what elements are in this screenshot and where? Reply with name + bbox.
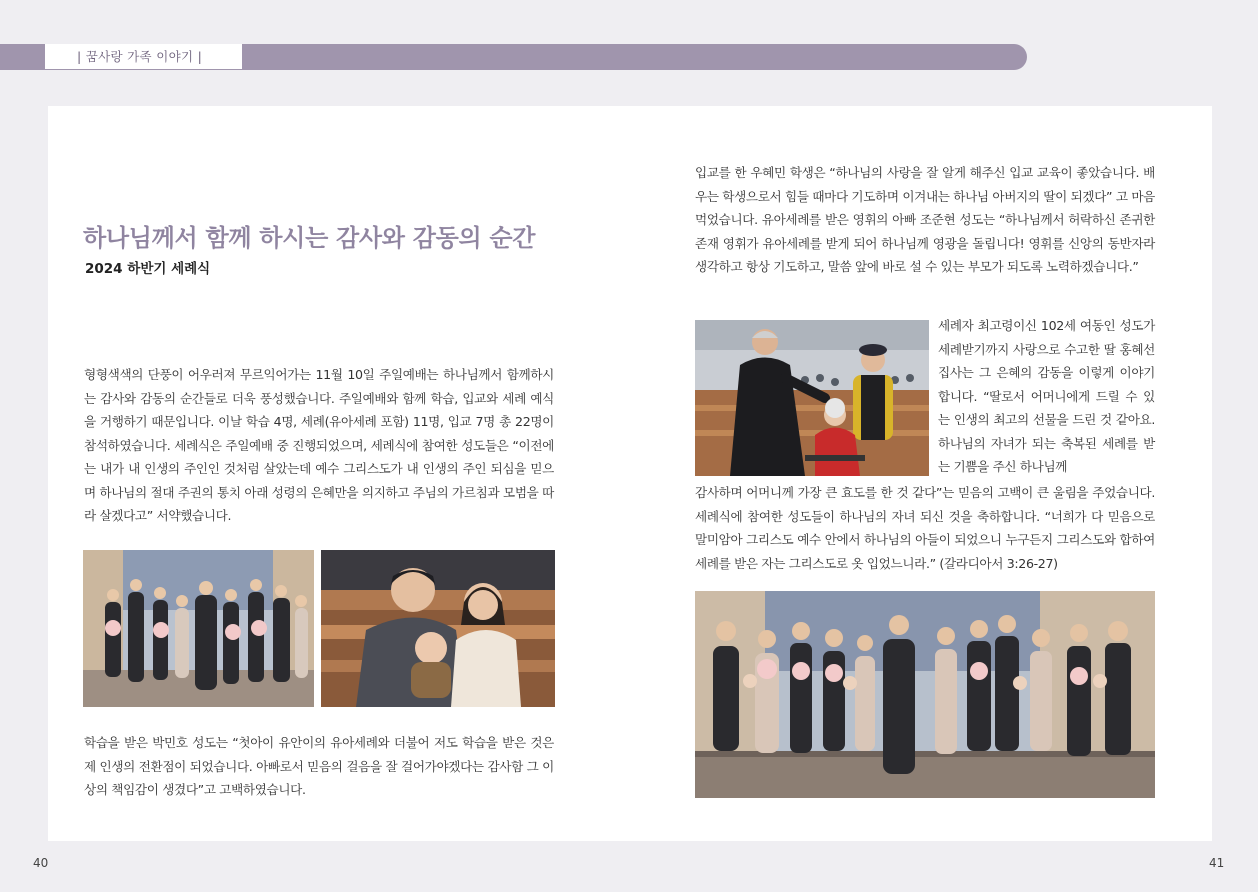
right-bottom-paragraph: 감사하며 어머니께 가장 큰 효도를 한 것 같다”는 믿음의 고백이 큰 울림을 주었습니다. 세례식에 참여한 성도들이 하나님의 자녀 되신 것을 축하합니다. “너희가 다 믿음으로 말미암아 그리스도 예수 안에서 하나님의 아들이 되었으니 누구든지 그리스도와 합하여 세례를 받은 자는 그리스도로 옷 입었느니라.” (갈라디아서 3:26-27) (695, 485, 1155, 571)
article-title: 하나님께서 함께 하시는 감사와 감동의 순간 (83, 224, 536, 252)
article-subtitle: 2024 하반기 세례식 (85, 261, 211, 277)
right-top-paragraph: 입교를 한 우혜민 학생은 “하나님의 사랑을 잘 알게 해주신 입교 교육이 좋았습니다. 배우는 학생으로서 힘들 때마다 기도하며 이겨내는 하나님 아버지의 딸이 되겠다” 고 마음먹었습니다. 유아세례를 받은 영휘의 아빠 조준현 성도는 “하나님께서 허락하신 존귀한 존재 영휘가 유아세례를 받게 되어 하나님께 영광을 돌립니다! 영휘를 신앙의 동반자라 생각하고 항상 기도하고, 말씀 앞에 바로 설 수 있는 부모가 되도록 노력하겠습니다.” (695, 165, 1155, 274)
page-number-right: 41 (1209, 856, 1225, 870)
baptism-group-photo (695, 591, 1155, 798)
section-label: | 꿈사랑 가족 이야기 | (45, 44, 242, 70)
intro-paragraph: 형형색색의 단풍이 어우러져 무르익어가는 11월 10일 주일예배는 하나님께서 함께하시는 감사와 감동의 순간들로 더욱 풍성했습니다. 주일예배와 함께 학습, 입교와 세례 예식을 거행하기 때문입니다. 이날 학습 4명, 세례(유아세례 포함) 11명, 입교 7명 총 22명이 참석하였습니다. 세례식은 주일예배 중 진행되었으며, 세례식에 참여한 성도들은 “이전에는 내가 내 인생의 주인인 것처럼 살았는데 예수 그리스도가 내 인생의 주인 되심을 믿으며 하나님의 절대 주권의 통치 아래 성령의 은혜만을 의지하고 주님의 가르침과 모범을 따라 살겠다고” 서약했습니다. (84, 367, 554, 523)
baptism-blessing-photo (695, 320, 929, 476)
group-photo-stage (83, 550, 314, 707)
wrap-paragraph: 세례자 최고령이신 102세 여동인 성도가 세례받기까지 사랑으로 수고한 딸 홍혜선 집사는 그 은혜의 감동을 이렇게 이야기합니다. “딸로서 어머니에게 드릴 수 있는 인생의 최고의 선물을 드린 것 같아요. 하나님의 자녀가 되는 축복된 세례를 받는 기쁨을 주신 하나님께 (938, 318, 1155, 474)
family-photo-father-baby (321, 550, 555, 707)
page-number-left: 40 (33, 856, 49, 870)
confession-paragraph: 학습을 받은 박민호 성도는 “첫아이 유안이의 유아세례와 더불어 저도 학습을 받은 것은 제 인생의 전환점이 되었습니다. 아빠로서 믿음의 걸음을 잘 걸어가야겠다는 감사함 그 이상의 책임감이 생겼다”고 고백하였습니다. (84, 735, 554, 797)
